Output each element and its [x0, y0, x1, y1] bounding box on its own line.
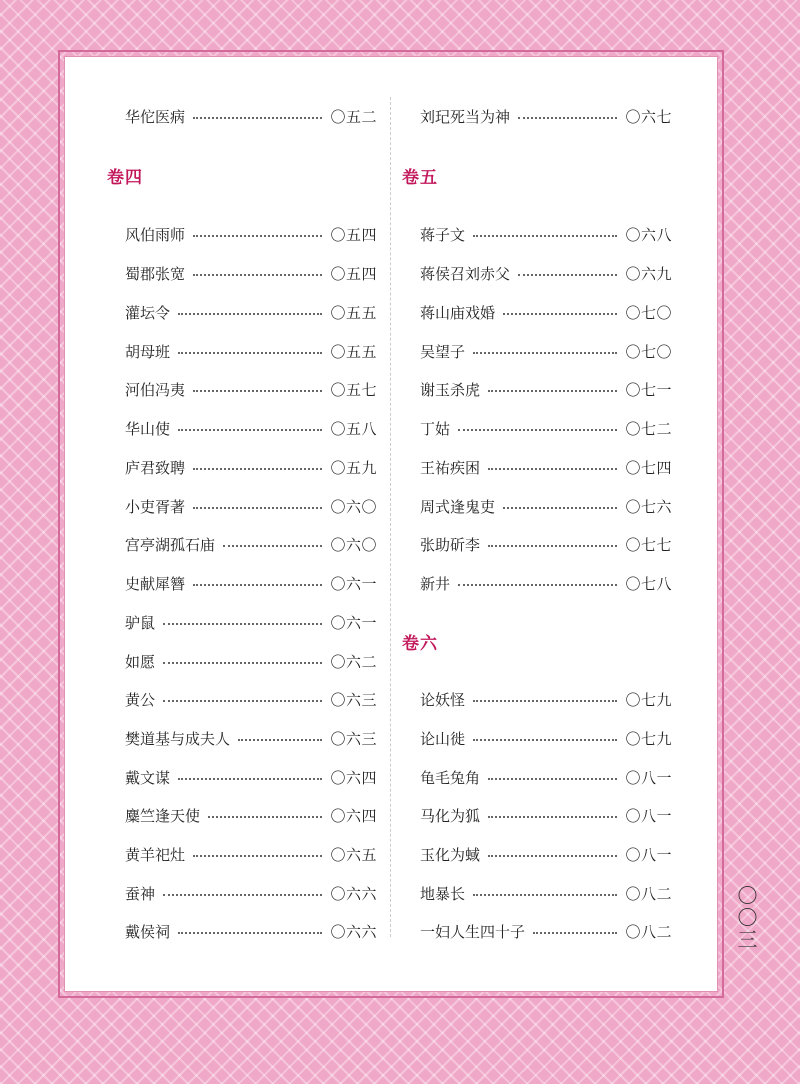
toc-entry [420, 494, 672, 518]
entry-page-number: 〇六六 [330, 884, 377, 903]
dot-leader [193, 117, 322, 119]
entry-page-number: 〇五五 [330, 303, 377, 322]
entry-title: 小吏胥著 [125, 497, 186, 516]
dot-leader [458, 429, 617, 431]
entry-title: 谢玉杀虎 [420, 380, 481, 399]
toc-entry [125, 455, 377, 479]
entry-page-number: 〇七九 [625, 729, 672, 748]
entry-page-number: 〇六九 [625, 264, 672, 283]
entry-page-number: 〇七〇 [625, 303, 672, 322]
entry-page-number: 〇六一 [330, 574, 377, 593]
entry-title: 一妇人生四十子 [420, 922, 526, 941]
dot-leader [473, 352, 617, 354]
dot-leader [488, 816, 617, 818]
entry-page-number: 〇七七 [625, 535, 672, 554]
entry-page-number: 〇五九 [330, 458, 377, 477]
entry-page-number: 〇七八 [625, 574, 672, 593]
toc-entry [125, 339, 377, 363]
dot-leader [208, 816, 322, 818]
toc-entry [125, 532, 377, 556]
toc-entry [420, 842, 672, 866]
dot-leader [193, 855, 322, 857]
entry-page-number: 〇六一 [330, 613, 377, 632]
entry-title: 驴鼠 [125, 613, 156, 632]
dot-leader [503, 313, 617, 315]
entry-page-number: 〇五七 [330, 380, 377, 399]
dot-leader [178, 352, 322, 354]
entry-page-number: 〇六二 [330, 652, 377, 671]
dot-leader [503, 507, 617, 509]
entry-page-number: 〇五四 [330, 264, 377, 283]
column-divider [390, 97, 391, 937]
entry-title: 如愿 [125, 652, 156, 671]
toc-entry [420, 300, 672, 324]
page-folio: 〇〇三 [734, 885, 758, 951]
dot-leader [488, 855, 617, 857]
dot-leader [193, 274, 322, 276]
toc-entry [125, 261, 377, 285]
entry-page-number: 〇六〇 [330, 535, 377, 554]
entry-title: 庐君致聘 [125, 458, 186, 477]
dot-leader [178, 778, 322, 780]
dot-leader [518, 117, 617, 119]
dot-leader [163, 662, 322, 664]
dot-leader [488, 545, 617, 547]
toc-entry [125, 919, 377, 943]
entry-title: 史献犀簪 [125, 574, 186, 593]
entry-title: 黄公 [125, 690, 156, 709]
entry-title: 地暴长 [420, 884, 466, 903]
entry-title: 王祐疾困 [420, 458, 481, 477]
entry-title: 张助斫李 [420, 535, 481, 554]
entry-title: 周式逢鬼吏 [420, 497, 496, 516]
entry-page-number: 〇六四 [330, 806, 377, 825]
toc-entry [125, 649, 377, 673]
entry-title: 樊道基与成夫人 [125, 729, 231, 748]
dot-leader [488, 390, 617, 392]
dot-leader [193, 390, 322, 392]
dot-leader [223, 545, 322, 547]
dot-leader [473, 894, 617, 896]
toc-entry [420, 881, 672, 905]
entry-title: 玉化为蜮 [420, 845, 481, 864]
dot-leader [518, 274, 617, 276]
dot-leader [193, 235, 322, 237]
section-heading-juan6: 卷六 [402, 634, 438, 654]
entry-page-number: 〇六三 [330, 729, 377, 748]
entry-title: 新井 [420, 574, 451, 593]
entry-title: 刘玘死当为神 [420, 107, 511, 126]
entry-title: 马化为狐 [420, 806, 481, 825]
dot-leader [178, 429, 322, 431]
entry-title: 龟毛兔角 [420, 768, 481, 787]
entry-page-number: 〇六五 [330, 845, 377, 864]
dot-leader [458, 584, 617, 586]
entry-page-number: 〇七四 [625, 458, 672, 477]
dot-leader [163, 894, 322, 896]
entry-title: 吴望子 [420, 342, 466, 361]
section-heading-juan4: 卷四 [107, 168, 143, 188]
dot-leader [178, 932, 322, 934]
entry-title: 戴文谋 [125, 768, 171, 787]
dot-leader [488, 778, 617, 780]
entry-title: 论妖怪 [420, 690, 466, 709]
entry-page-number: 〇五五 [330, 342, 377, 361]
toc-entry [125, 726, 377, 750]
entry-title: 风伯雨师 [125, 225, 186, 244]
toc-entry [420, 687, 672, 711]
toc-entry [125, 765, 377, 789]
entry-title: 蚕神 [125, 884, 156, 903]
entry-title: 论山徙 [420, 729, 466, 748]
entry-page-number: 〇六三 [330, 690, 377, 709]
entry-title: 宫亭湖孤石庙 [125, 535, 216, 554]
dot-leader [473, 739, 617, 741]
toc-entry [125, 881, 377, 905]
toc-entry [420, 104, 672, 128]
entry-title: 黄羊祀灶 [125, 845, 186, 864]
entry-page-number: 〇七二 [625, 419, 672, 438]
toc-entry [125, 104, 377, 128]
toc-entry [420, 532, 672, 556]
entry-title: 丁姑 [420, 419, 451, 438]
toc-entry [125, 494, 377, 518]
toc-entry [420, 455, 672, 479]
toc-entry [125, 222, 377, 246]
dot-leader [193, 468, 322, 470]
toc-entry [125, 803, 377, 827]
entry-page-number: 〇七一 [625, 380, 672, 399]
toc-entry [420, 765, 672, 789]
dot-leader [163, 700, 322, 702]
entry-title: 华山使 [125, 419, 171, 438]
section-heading-juan5: 卷五 [402, 168, 438, 188]
entry-page-number: 〇七六 [625, 497, 672, 516]
toc-entry [420, 803, 672, 827]
entry-title: 麋竺逢天使 [125, 806, 201, 825]
entry-title: 蜀郡张宽 [125, 264, 186, 283]
entry-title: 蒋子文 [420, 225, 466, 244]
entry-page-number: 〇六六 [330, 922, 377, 941]
toc-entry [420, 339, 672, 363]
toc-page [64, 56, 718, 992]
dot-leader [473, 700, 617, 702]
entry-page-number: 〇六〇 [330, 497, 377, 516]
entry-title: 胡母班 [125, 342, 171, 361]
dot-leader [238, 739, 322, 741]
entry-page-number: 〇八二 [625, 922, 672, 941]
entry-page-number: 〇五八 [330, 419, 377, 438]
dot-leader [488, 468, 617, 470]
toc-entry [420, 261, 672, 285]
entry-title: 华佗医病 [125, 107, 186, 126]
entry-page-number: 〇八二 [625, 884, 672, 903]
entry-title: 戴侯祠 [125, 922, 171, 941]
toc-entry [125, 571, 377, 595]
entry-title: 灌坛令 [125, 303, 171, 322]
entry-page-number: 〇六四 [330, 768, 377, 787]
toc-entry [420, 571, 672, 595]
dot-leader [473, 235, 617, 237]
entry-page-number: 〇六七 [625, 107, 672, 126]
toc-entry [420, 416, 672, 440]
entry-title: 蒋山庙戏婚 [420, 303, 496, 322]
entry-title: 蒋侯召刘赤父 [420, 264, 511, 283]
toc-entry [125, 687, 377, 711]
dot-leader [193, 584, 322, 586]
dot-leader [163, 623, 322, 625]
toc-entry [125, 610, 377, 634]
entry-page-number: 〇五四 [330, 225, 377, 244]
entry-page-number: 〇七九 [625, 690, 672, 709]
entry-page-number: 〇八一 [625, 845, 672, 864]
entry-page-number: 〇七〇 [625, 342, 672, 361]
dot-leader [178, 313, 322, 315]
entry-page-number: 〇八一 [625, 806, 672, 825]
dot-leader [533, 932, 617, 934]
entry-page-number: 〇八一 [625, 768, 672, 787]
entry-page-number: 〇六八 [625, 225, 672, 244]
toc-entry [420, 919, 672, 943]
toc-entry [420, 377, 672, 401]
toc-entry [125, 416, 377, 440]
entry-page-number: 〇五二 [330, 107, 377, 126]
toc-entry [420, 726, 672, 750]
toc-entry [420, 222, 672, 246]
toc-entry [125, 842, 377, 866]
toc-entry [125, 300, 377, 324]
entry-title: 河伯冯夷 [125, 380, 186, 399]
toc-entry [125, 377, 377, 401]
dot-leader [193, 507, 322, 509]
